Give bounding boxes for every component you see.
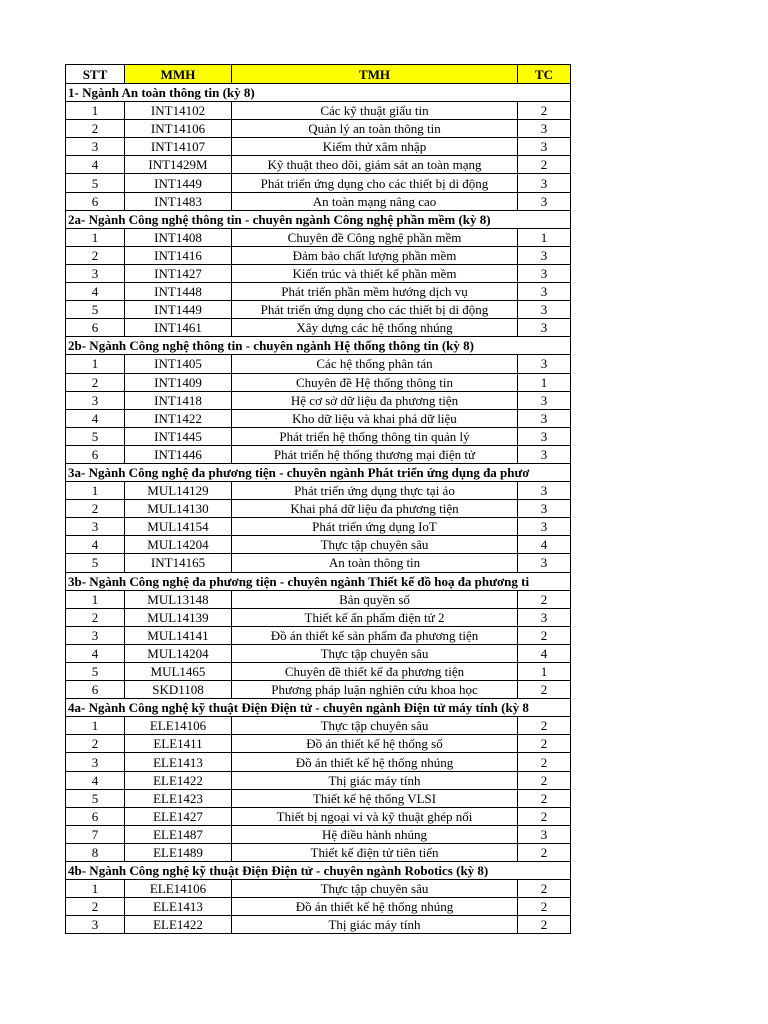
stt-cell[interactable]: 2 [66,500,125,518]
stt-cell[interactable]: 4 [66,536,125,554]
course-name-cell[interactable]: Thực tập chuyên sâu [232,880,518,898]
stt-cell[interactable]: 5 [66,789,125,807]
stt-cell[interactable]: 3 [66,916,125,934]
course-name-cell[interactable]: Chuyên đề Công nghệ phần mềm [232,228,518,246]
table-row [66,391,571,409]
course-name-cell[interactable]: Kiểm thử xâm nhập [232,138,518,156]
stt-cell[interactable]: 1 [66,880,125,898]
stt-cell[interactable]: 4 [66,771,125,789]
table-row [66,138,571,156]
course-code-cell[interactable]: INT1408 [125,228,232,246]
course-code-cell[interactable]: ELE14106 [125,717,232,735]
stt-cell[interactable]: 1 [66,355,125,373]
table-row [66,626,571,644]
credits-cell[interactable]: 2 [518,807,571,825]
stt-cell[interactable]: 2 [66,898,125,916]
credits-cell[interactable]: 3 [518,518,571,536]
credits-cell[interactable]: 3 [518,482,571,500]
section-header-row [66,337,571,355]
stt-cell[interactable]: 3 [66,626,125,644]
header-tmh[interactable]: TMH [232,65,518,84]
credits-cell[interactable]: 3 [518,409,571,427]
course-name-cell[interactable]: Kiến trúc và thiết kế phần mềm [232,264,518,282]
table-row [66,536,571,554]
credits-cell[interactable]: 4 [518,644,571,662]
course-name-cell[interactable]: Thiết kế ấn phẩm điện tử 2 [232,608,518,626]
stt-cell[interactable]: 2 [66,608,125,626]
course-code-cell[interactable]: INT1448 [125,283,232,301]
table-row [66,283,571,301]
credits-cell[interactable]: 1 [518,228,571,246]
credits-cell[interactable]: 2 [518,753,571,771]
course-name-cell[interactable]: An toàn thông tin [232,554,518,572]
stt-cell[interactable]: 2 [66,246,125,264]
credits-cell[interactable]: 3 [518,825,571,843]
section-title[interactable]: 4a- Ngành Công nghệ kỹ thuật Điện Điện tử - chuyên ngành Điện tử máy tính (kỳ 8 [66,699,571,717]
table-row [66,409,571,427]
course-name-cell[interactable]: Xây dựng các hệ thống nhúng [232,319,518,337]
table-row [66,807,571,825]
table-row [66,102,571,120]
table-row [66,644,571,662]
course-name-cell[interactable]: Phát triển hệ thống thương mại điện tử [232,445,518,463]
credits-cell[interactable]: 3 [518,283,571,301]
course-code-cell[interactable]: MUL14154 [125,518,232,536]
credits-cell[interactable]: 3 [518,138,571,156]
spreadsheet-sheet [65,64,571,934]
stt-cell[interactable]: 2 [66,373,125,391]
credits-cell[interactable]: 3 [518,445,571,463]
course-name-cell[interactable]: Thiết kế điện tử tiên tiến [232,843,518,861]
course-name-cell[interactable]: Chuyên đề thiết kế đa phương tiện [232,663,518,681]
credits-cell[interactable]: 3 [518,355,571,373]
table-row [66,681,571,699]
credits-cell[interactable]: 2 [518,102,571,120]
credits-cell[interactable]: 3 [518,500,571,518]
stt-cell[interactable]: 1 [66,228,125,246]
stt-cell[interactable]: 3 [66,753,125,771]
stt-cell[interactable]: 5 [66,174,125,192]
table-row [66,228,571,246]
credits-cell[interactable]: 2 [518,771,571,789]
table-row [66,554,571,572]
course-code-cell[interactable]: INT1449 [125,301,232,319]
course-code-cell[interactable]: INT14106 [125,120,232,138]
course-code-cell[interactable]: MUL1465 [125,663,232,681]
course-code-cell[interactable]: INT1483 [125,192,232,210]
table-row [66,264,571,282]
section-header-row [66,84,571,102]
course-name-cell[interactable]: Phát triển ứng dụng cho các thiết bị di động [232,301,518,319]
stt-cell[interactable]: 3 [66,138,125,156]
credits-cell[interactable]: 3 [518,554,571,572]
stt-cell[interactable]: 6 [66,445,125,463]
course-name-cell[interactable]: Thiết kế hệ thống VLSI [232,789,518,807]
course-code-cell[interactable]: INT14102 [125,102,232,120]
course-name-cell[interactable]: An toàn mạng nâng cao [232,192,518,210]
course-name-cell[interactable]: Phát triển phần mềm hướng dịch vụ [232,283,518,301]
course-code-cell[interactable]: MUL14204 [125,644,232,662]
table-row [66,445,571,463]
credits-cell[interactable]: 2 [518,880,571,898]
credits-cell[interactable]: 2 [518,916,571,934]
course-code-cell[interactable]: ELE1413 [125,898,232,916]
course-code-cell[interactable]: INT1409 [125,373,232,391]
course-code-cell[interactable]: INT14165 [125,554,232,572]
stt-cell[interactable]: 4 [66,644,125,662]
course-code-cell[interactable]: SKD1108 [125,681,232,699]
table-row [66,590,571,608]
course-code-cell[interactable]: ELE1489 [125,843,232,861]
course-code-cell[interactable]: ELE1411 [125,735,232,753]
course-name-cell[interactable]: Bản quyền số [232,590,518,608]
section-header-row [66,463,571,481]
course-name-cell[interactable]: Thị giác máy tính [232,771,518,789]
credits-cell[interactable]: 3 [518,120,571,138]
credits-cell[interactable]: 3 [518,174,571,192]
section-header-row [66,699,571,717]
course-code-cell[interactable]: MUL14139 [125,608,232,626]
section-title[interactable]: 2b- Ngành Công nghệ thông tin - chuyên ngành Hệ thống thông tin (kỳ 8) [66,337,571,355]
course-code-cell[interactable]: INT1416 [125,246,232,264]
course-name-cell[interactable]: Phát triển ứng dụng cho các thiết bị di động [232,174,518,192]
course-name-cell[interactable]: Thực tập chuyên sâu [232,717,518,735]
header-tc[interactable]: TC [518,65,571,84]
course-name-cell[interactable]: Đồ án thiết kế hệ thống nhúng [232,753,518,771]
section-title[interactable]: 3a- Ngành Công nghệ đa phương tiện - chuyên ngành Phát triển ứng dụng đa phươ [66,463,571,481]
course-code-cell[interactable]: INT1405 [125,355,232,373]
credits-cell[interactable]: 3 [518,391,571,409]
credits-cell[interactable]: 2 [518,626,571,644]
course-name-cell[interactable]: Kỹ thuật theo dõi, giám sát an toàn mạng [232,156,518,174]
stt-cell[interactable]: 1 [66,717,125,735]
course-code-cell[interactable]: INT1461 [125,319,232,337]
table-row [66,916,571,934]
credits-cell[interactable]: 2 [518,590,571,608]
stt-cell[interactable]: 4 [66,409,125,427]
credits-cell[interactable]: 3 [518,246,571,264]
course-name-cell[interactable]: Đồ án thiết kế hệ thống nhúng [232,898,518,916]
credits-cell[interactable]: 2 [518,156,571,174]
stt-cell[interactable]: 2 [66,120,125,138]
course-name-cell[interactable]: Thiết bị ngoại vi và kỹ thuật ghép nối [232,807,518,825]
stt-cell[interactable]: 5 [66,301,125,319]
credits-cell[interactable]: 3 [518,264,571,282]
credits-cell[interactable]: 2 [518,898,571,916]
course-name-cell[interactable]: Phát triển ứng dụng thực tại ảo [232,482,518,500]
course-code-cell[interactable]: MUL14204 [125,536,232,554]
table-row [66,898,571,916]
credits-cell[interactable]: 3 [518,427,571,445]
stt-cell[interactable]: 1 [66,482,125,500]
table-row [66,500,571,518]
credits-cell[interactable]: 3 [518,608,571,626]
section-title[interactable]: 3b- Ngành Công nghệ đa phương tiện - chuyên ngành Thiết kế đồ hoạ đa phương ti [66,572,571,590]
course-code-cell[interactable]: MUL14130 [125,500,232,518]
table-row [66,174,571,192]
course-code-cell[interactable]: ELE1423 [125,789,232,807]
course-name-cell[interactable]: Đồ án thiết kế hệ thống số [232,735,518,753]
stt-cell[interactable]: 5 [66,554,125,572]
course-code-cell[interactable]: INT1449 [125,174,232,192]
table-row [66,192,571,210]
credits-cell[interactable]: 3 [518,319,571,337]
course-code-cell[interactable]: ELE1422 [125,771,232,789]
section-title[interactable]: 1- Ngành An toàn thông tin (kỳ 8) [66,84,571,102]
course-name-cell[interactable]: Đồ án thiết kế sản phẩm đa phương tiện [232,626,518,644]
table-row [66,825,571,843]
stt-cell[interactable]: 3 [66,518,125,536]
credits-cell[interactable]: 2 [518,735,571,753]
course-code-cell[interactable]: INT1422 [125,409,232,427]
credits-cell[interactable]: 2 [518,843,571,861]
credits-cell[interactable]: 1 [518,663,571,681]
table-row [66,735,571,753]
stt-cell[interactable]: 5 [66,663,125,681]
table-row [66,789,571,807]
course-code-cell[interactable]: ELE1487 [125,825,232,843]
stt-cell[interactable]: 1 [66,102,125,120]
course-name-cell[interactable]: Khai phá dữ liệu đa phương tiện [232,500,518,518]
table-row [66,355,571,373]
header-mmh[interactable]: MMH [125,65,232,84]
course-name-cell[interactable]: Phương pháp luận nghiên cứu khoa học [232,681,518,699]
course-code-cell[interactable]: INT14107 [125,138,232,156]
table-row [66,753,571,771]
course-code-cell[interactable]: ELE14106 [125,880,232,898]
course-code-cell[interactable]: MUL14129 [125,482,232,500]
credits-cell[interactable]: 1 [518,373,571,391]
table-row [66,843,571,861]
stt-cell[interactable]: 3 [66,264,125,282]
stt-cell[interactable]: 6 [66,192,125,210]
stt-cell[interactable]: 2 [66,735,125,753]
table-row [66,373,571,391]
table-row [66,663,571,681]
table-row [66,717,571,735]
section-header-row [66,572,571,590]
table-row [66,771,571,789]
credits-cell[interactable]: 3 [518,301,571,319]
course-name-cell[interactable]: Hệ điều hành nhúng [232,825,518,843]
course-code-cell[interactable]: ELE1427 [125,807,232,825]
table-row [66,301,571,319]
credits-cell[interactable]: 2 [518,717,571,735]
credits-cell[interactable]: 2 [518,789,571,807]
table-row [66,120,571,138]
section-title[interactable]: 4b- Ngành Công nghệ kỹ thuật Điện Điện tử - chuyên ngành Robotics (kỳ 8) [66,862,571,880]
course-code-cell[interactable]: ELE1422 [125,916,232,934]
course-name-cell[interactable]: Phát triển ứng dụng IoT [232,518,518,536]
course-name-cell[interactable]: Các kỹ thuật giấu tin [232,102,518,120]
course-code-cell[interactable]: INT1418 [125,391,232,409]
course-name-cell[interactable]: Các hệ thống phân tán [232,355,518,373]
credits-cell[interactable]: 3 [518,192,571,210]
table-row [66,608,571,626]
table-row [66,156,571,174]
table-row [66,880,571,898]
course-code-cell[interactable]: INT1429M [125,156,232,174]
table-row [66,319,571,337]
course-name-cell[interactable]: Quản lý an toàn thông tin [232,120,518,138]
course-name-cell[interactable]: Thực tập chuyên sâu [232,644,518,662]
course-name-cell[interactable]: Đảm bảo chất lượng phần mềm [232,246,518,264]
table-row [66,246,571,264]
course-name-cell[interactable]: Thị giác máy tính [232,916,518,934]
course-name-cell[interactable]: Thực tập chuyên sâu [232,536,518,554]
credits-cell[interactable]: 2 [518,681,571,699]
stt-cell[interactable]: 6 [66,681,125,699]
section-header-row [66,210,571,228]
stt-cell[interactable]: 1 [66,590,125,608]
course-name-cell[interactable]: Phát triển hệ thống thông tin quản lý [232,427,518,445]
course-code-cell[interactable]: MUL14141 [125,626,232,644]
course-name-cell[interactable]: Kho dữ liệu và khai phá dữ liệu [232,409,518,427]
stt-cell[interactable]: 4 [66,283,125,301]
course-name-cell[interactable]: Hệ cơ sở dữ liệu đa phương tiện [232,391,518,409]
header-row [66,65,571,84]
section-title[interactable]: 2a- Ngành Công nghệ thông tin - chuyên ngành Công nghệ phần mềm (kỳ 8) [66,210,571,228]
stt-cell[interactable]: 4 [66,156,125,174]
course-name-cell[interactable]: Chuyên đề Hệ thống thông tin [232,373,518,391]
table-row [66,518,571,536]
stt-cell[interactable]: 3 [66,391,125,409]
course-code-cell[interactable]: MUL13148 [125,590,232,608]
stt-cell[interactable]: 6 [66,807,125,825]
stt-cell[interactable]: 6 [66,319,125,337]
stt-cell[interactable]: 7 [66,825,125,843]
course-table [65,64,571,934]
course-code-cell[interactable]: INT1427 [125,264,232,282]
section-header-row [66,862,571,880]
credits-cell[interactable]: 4 [518,536,571,554]
table-row [66,482,571,500]
course-code-cell[interactable]: ELE1413 [125,753,232,771]
course-table-body [66,65,571,934]
stt-cell[interactable]: 8 [66,843,125,861]
stt-cell[interactable]: 5 [66,427,125,445]
table-row [66,427,571,445]
course-code-cell[interactable]: INT1446 [125,445,232,463]
course-code-cell[interactable]: INT1445 [125,427,232,445]
header-stt[interactable]: STT [66,65,125,84]
